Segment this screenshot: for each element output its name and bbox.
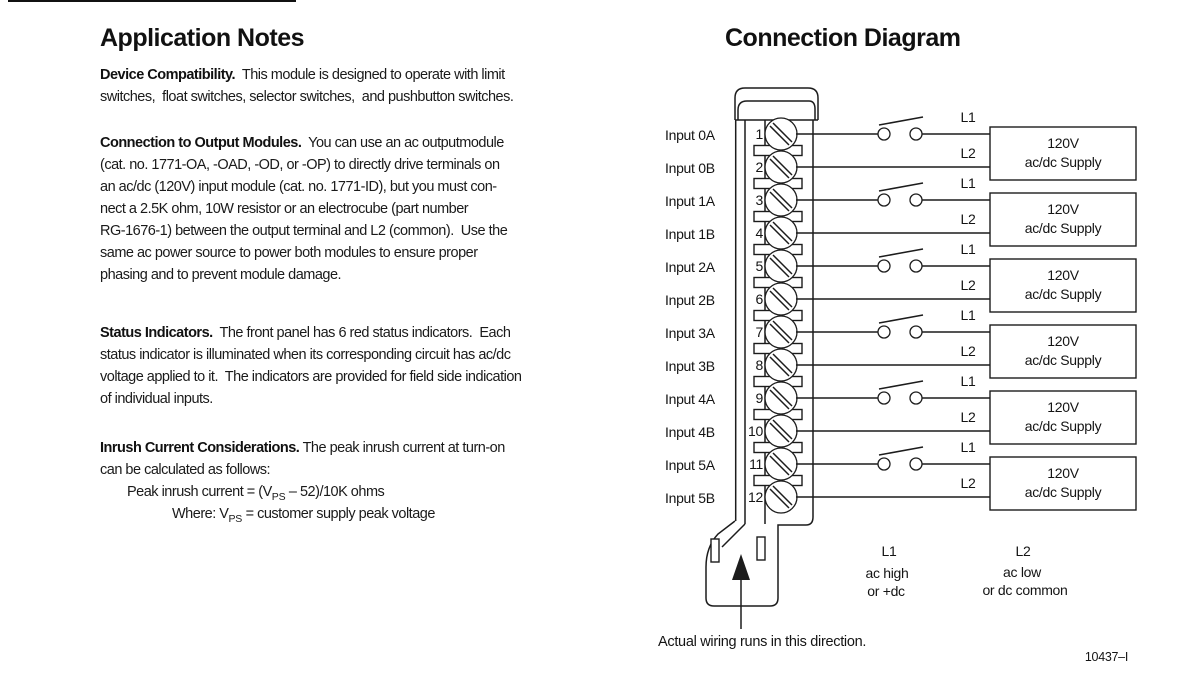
l2-label: L2 <box>960 343 976 359</box>
l1-label: L1 <box>960 439 976 455</box>
input-label: Input 5B <box>665 490 715 506</box>
text-line: status indicator is illuminated when its corresponding circuit has ac/dc <box>100 347 511 363</box>
screw-icon <box>765 382 797 414</box>
foot-notch <box>711 539 719 562</box>
screw-icon <box>765 316 797 348</box>
section-title-connection-diagram: Connection Diagram <box>725 24 961 52</box>
paragraph-status-indicators <box>100 322 645 410</box>
figure-number: 10437–I <box>1084 650 1128 664</box>
circuit-4 <box>796 373 1136 444</box>
direction-arrow-icon <box>732 554 750 629</box>
input-label: Input 2A <box>665 259 715 275</box>
screw-icon <box>765 349 797 381</box>
supply-type: ac/dc Supply <box>1024 220 1102 236</box>
l2-label: L2 <box>960 211 976 227</box>
text-line: an ac/dc (120V) input module (cat. no. 1771-ID), but you must con- <box>100 179 497 195</box>
input-label: Input 0B <box>665 160 715 176</box>
screw-icon <box>765 184 797 216</box>
supply-voltage: 120V <box>1047 399 1079 415</box>
screw-icon <box>765 283 797 315</box>
terminal-number: 8 <box>755 357 763 373</box>
section-title-application-notes: Application Notes <box>100 24 305 52</box>
supply-voltage: 120V <box>1047 465 1079 481</box>
terminal-number: 9 <box>755 390 763 406</box>
wire-legend <box>865 543 1067 599</box>
supply-voltage: 120V <box>1047 201 1079 217</box>
legend-l1-title: L1 <box>881 543 897 559</box>
l1-label: L1 <box>960 175 976 191</box>
legend-l2-line2: or dc common <box>982 582 1068 598</box>
legend-l1-line1: ac high <box>865 565 909 581</box>
legend-l1-line2: or +dc <box>867 583 905 599</box>
legend-l2-line1: ac low <box>1003 564 1041 580</box>
formula-line: Peak inrush current = $(V_{PS} - 52)/10K$ ohms <box>127 484 385 503</box>
terminal-number: 6 <box>755 291 763 307</box>
circuit-1 <box>796 175 1136 246</box>
input-label: Input 4B <box>665 424 715 440</box>
connection-diagram <box>650 80 1190 680</box>
circuit-5 <box>796 439 1136 510</box>
l1-label: L1 <box>960 109 976 125</box>
scan-artifact-line <box>8 0 296 2</box>
l1-label: L1 <box>960 373 976 389</box>
switch-icon <box>878 183 923 206</box>
supply-type: ac/dc Supply <box>1024 286 1102 302</box>
screw-icon <box>765 118 797 150</box>
arrow-caption: Actual wiring runs in this direction. <box>658 634 867 650</box>
supply-type: ac/dc Supply <box>1024 154 1102 170</box>
paragraph-inrush-current <box>100 437 645 525</box>
switch-icon <box>878 249 923 272</box>
foot-notch <box>757 537 765 560</box>
l2-label: L2 <box>960 277 976 293</box>
l1-label: L1 <box>960 307 976 323</box>
screw-icon <box>765 250 797 282</box>
supply-voltage: 120V <box>1047 333 1079 349</box>
text-line: of individual inputs. <box>100 391 213 407</box>
screw-icon <box>765 151 797 183</box>
terminal-number: 11 <box>749 456 763 472</box>
text-line: same ac power source to power both modules to ensure proper <box>100 245 478 261</box>
l1-label: L1 <box>960 241 976 257</box>
input-label: Input 2B <box>665 292 715 308</box>
screw-icon <box>765 448 797 480</box>
supply-voltage: 120V <box>1047 267 1079 283</box>
supply-type: ac/dc Supply <box>1024 352 1102 368</box>
input-label: Input 3A <box>665 325 715 341</box>
supply-voltage: 120V <box>1047 135 1079 151</box>
text-line: RG-1676-1) between the output terminal and L2 (common). Use the <box>100 223 508 239</box>
supply-type: ac/dc Supply <box>1024 484 1102 500</box>
input-label: Input 3B <box>665 358 715 374</box>
l2-label: L2 <box>960 145 976 161</box>
input-label: Input 5A <box>665 457 715 473</box>
input-label: Input 1B <box>665 226 715 242</box>
terminal-number: 2 <box>755 159 763 175</box>
circuit-3 <box>796 307 1136 378</box>
l2-label: L2 <box>960 409 976 425</box>
formula-where-line: Where: $V_{PS}$ = customer supply peak voltage <box>172 506 435 525</box>
input-labels <box>665 127 716 506</box>
l2-label: L2 <box>960 475 976 491</box>
switch-icon <box>878 117 923 140</box>
text-line: Connection to Output Modules. You can use an ac outputmodule <box>100 135 504 151</box>
paragraph-device-compatibility <box>100 64 645 108</box>
terminal-number: 7 <box>755 324 763 340</box>
input-label: Input 1A <box>665 193 715 209</box>
text-line: nect a 2.5K ohm, 10W resistor or an electrocube (part number <box>100 201 469 217</box>
switch-icon <box>878 447 923 470</box>
terminal-number: 12 <box>748 489 763 505</box>
paragraph-lead: Device Compatibility. <box>100 67 236 83</box>
text-line: switches, float switches, selector switches, and pushbutton switches. <box>100 89 514 105</box>
input-label: Input 0A <box>665 127 715 143</box>
input-label: Input 4A <box>665 391 715 407</box>
paragraph-connection-to-output-modules <box>100 132 645 286</box>
screw-icon <box>765 217 797 249</box>
paragraph-lead: Status Indicators. <box>100 325 213 341</box>
terminal-number: 4 <box>755 225 763 241</box>
text-line: (cat. no. 1771-OA, -OAD, -OD, or -OP) to directly drive terminals on <box>100 157 500 173</box>
supply-type: ac/dc Supply <box>1024 418 1102 434</box>
circuit-0 <box>796 109 1136 180</box>
screw-icon <box>765 481 797 513</box>
text-line: Inrush Current Considerations. The peak inrush current at turn-on <box>100 440 505 456</box>
terminal-number: 1 <box>755 126 763 142</box>
text-line: voltage applied to it. The indicators are provided for field side indication <box>100 369 522 385</box>
switch-icon <box>878 315 923 338</box>
circuit-2 <box>796 241 1136 312</box>
switch-icon <box>878 381 923 404</box>
text-line: phasing and to prevent module damage. <box>100 267 342 283</box>
text-line: Status Indicators. The front panel has 6 red status indicators. Each <box>100 325 511 341</box>
paragraph-lead: Connection to Output Modules. <box>100 135 302 151</box>
terminal-number: 3 <box>755 192 763 208</box>
terminal-number: 10 <box>748 423 763 439</box>
text-line: Device Compatibility. This module is designed to operate with limit <box>100 67 505 83</box>
paragraph-lead: Inrush Current Considerations. <box>100 440 300 456</box>
block-cap <box>735 88 818 120</box>
screw-icon <box>765 415 797 447</box>
text-line: can be calculated as follows: <box>100 462 271 478</box>
block-foot <box>706 517 813 606</box>
legend-l2-title: L2 <box>1015 543 1031 559</box>
terminal-number: 5 <box>755 258 763 274</box>
